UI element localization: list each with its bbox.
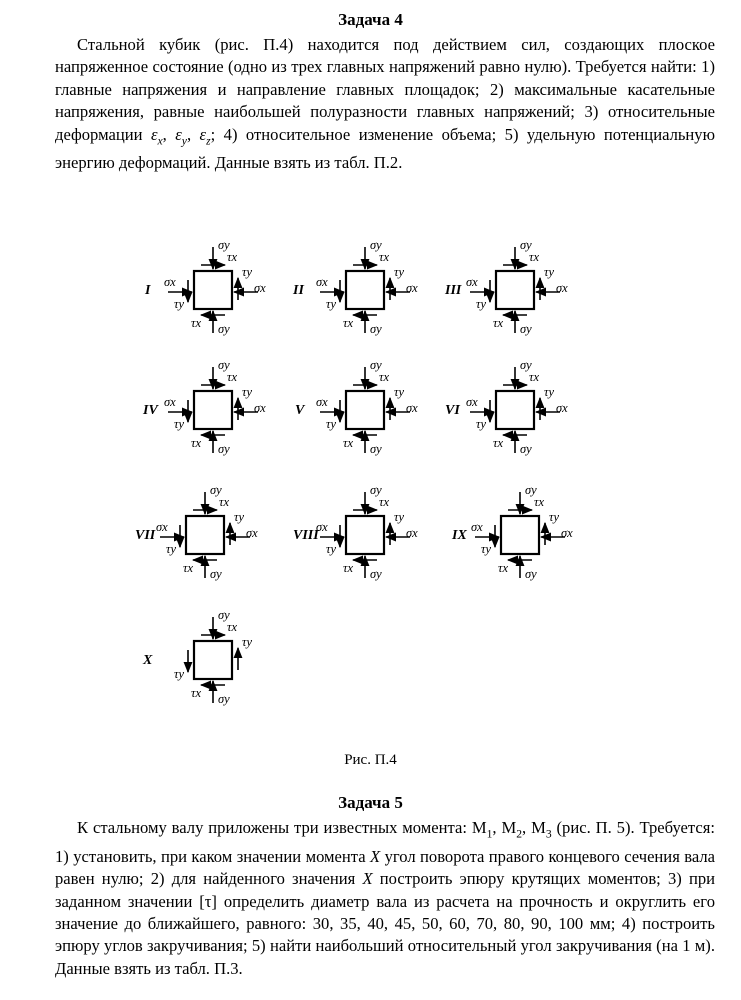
- sigma-x-label: σx: [164, 395, 176, 409]
- tau-x-label: τx: [529, 370, 540, 384]
- tau-y-label: τy: [394, 385, 405, 399]
- tau-x-label: τx: [493, 316, 504, 330]
- sigma-y-label: σy: [370, 238, 382, 252]
- task5-paragraph: К стальному валу приложены три известных момента: $M_1$, $M_2$, $M_3$ (рис. П. 5). Требуется: 1) установить, при каком значении момента X угол поворота правого концевого сечения вала равен нулю; 2) для найденного значения X построить эпюру крутящих моментов; 3) при заданном значении [τ] определить диаметр вала из расчета на прочность и округлить его значение до ближайшего, равного: 30, 35, 40, 45, 50, 60, 70, 80, 90, 100 мм; 4) построить эпюру углов закручивания; 5) найти наибольший относительный угол закручивания (на 1 м). Данные взять из табл. П.3.: [55, 818, 716, 978]
- sigma-y-label: σy: [520, 322, 532, 336]
- tau-x-label: τx: [534, 495, 545, 509]
- tau-y-label: τy: [326, 297, 337, 311]
- cube-label-roman: IV: [143, 403, 158, 418]
- cube-label-roman: V: [295, 403, 305, 418]
- sigma-y-label: σy: [370, 567, 382, 581]
- cube-label-roman: X: [143, 653, 153, 668]
- tau-y-label: τy: [242, 265, 253, 279]
- tau-x-label: τx: [227, 620, 238, 634]
- task5-title: Задача 5: [338, 793, 403, 812]
- tau-x-label: τx: [191, 436, 202, 450]
- tau-y-label: τy: [174, 417, 185, 431]
- cube-label-roman: I: [145, 283, 151, 298]
- cube-label-roman: VIII: [293, 528, 319, 543]
- cube-square: [346, 271, 384, 309]
- cube-square: [186, 516, 224, 554]
- eps-y: $\varepsilon_y$: [175, 124, 187, 147]
- task4-text-tail: ; 4) относительное изменение объема; 5) удельную потенциальную энергию деформаций. Данные взять из табл. П.2.: [55, 124, 716, 173]
- sigma-x-label: σx: [316, 275, 328, 289]
- sigma-x-label: σx: [254, 281, 266, 295]
- tau-y-label: τy: [174, 297, 185, 311]
- sigma-y-label: σy: [218, 322, 230, 336]
- tau-y-label: τy: [326, 417, 337, 431]
- sigma-x-label: σx: [471, 520, 483, 534]
- tau-x-label: τx: [227, 250, 238, 264]
- tau-y-label: τy: [166, 542, 177, 556]
- tau-x-label: τx: [343, 561, 354, 575]
- tau-y-label: τy: [544, 265, 555, 279]
- cube-diagram-9: [451, 483, 573, 581]
- tau-y-label: τy: [242, 385, 253, 399]
- sigma-x-label: σx: [156, 520, 168, 534]
- cube-diagram-8: [293, 483, 418, 581]
- sigma-x-label: σx: [466, 395, 478, 409]
- tau-x-label: τx: [529, 250, 540, 264]
- sigma-x-label: σx: [316, 395, 328, 409]
- sigma-x-label: σx: [406, 401, 418, 415]
- figure-caption: Рис. П.4: [344, 752, 397, 768]
- cube-diagram-2: [292, 238, 418, 336]
- cube-diagram-4: [142, 358, 266, 456]
- cube-square: [496, 271, 534, 309]
- cube-label-roman: II: [293, 283, 304, 298]
- tau-y-label: τy: [544, 385, 555, 399]
- sigma-y-label: σy: [218, 608, 230, 622]
- tau-y-label: τy: [394, 265, 405, 279]
- cube-label-roman: IX: [452, 528, 467, 543]
- sigma-y-label: σy: [218, 692, 230, 706]
- tau-x-label: τx: [498, 561, 509, 575]
- sigma-y-label: σy: [520, 238, 532, 252]
- cube-diagram-7: [135, 483, 258, 581]
- sigma-y-label: σy: [525, 567, 537, 581]
- task4-title: Задача 4: [338, 10, 403, 29]
- tau-y-label: τy: [242, 635, 253, 649]
- cube-diagram-10: [142, 608, 252, 706]
- tau-x-label: τx: [191, 316, 202, 330]
- cube-diagram-3: [444, 238, 568, 336]
- sigma-y-label: σy: [520, 442, 532, 456]
- sigma-y-label: σy: [370, 358, 382, 372]
- task4-text: Стальной кубик (рис. П.4) находится под действием сил, создающих плоское напряженное состояние (одно из трех главных напряжений равно нулю). Требуется найти: 1) главные напряжения и направление главных площадок; 2) максимальные касательные напряжения, равные наибольшей полуразности главных напряжений; 3) относительные деформации: [55, 35, 715, 144]
- sigma-x-label: σx: [164, 275, 176, 289]
- sigma-x-label: σx: [254, 401, 266, 415]
- sigma-y-label: σy: [210, 567, 222, 581]
- tau-x-label: τx: [379, 495, 390, 509]
- tau-x-label: τx: [219, 495, 230, 509]
- cube-diagram-6: [445, 358, 568, 456]
- cube-label-roman: III: [445, 283, 462, 298]
- sigma-y-label: σy: [210, 483, 222, 497]
- cube-square: [501, 516, 539, 554]
- sigma-x-label: σx: [316, 520, 328, 534]
- sigma-x-label: σx: [561, 526, 573, 540]
- tau-x-label: τx: [227, 370, 238, 384]
- tau-x-label: τx: [379, 370, 390, 384]
- sigma-y-label: σy: [370, 322, 382, 336]
- tau-x-label: τx: [343, 436, 354, 450]
- sigma-y-label: σy: [218, 238, 230, 252]
- cube-square: [346, 516, 384, 554]
- tau-y-label: τy: [476, 417, 487, 431]
- tau-x-label: τx: [191, 686, 202, 700]
- cube-square: [194, 641, 232, 679]
- cube-square: [194, 391, 232, 429]
- eps-z: $\varepsilon_z$: [199, 124, 211, 147]
- tau-x-label: τx: [183, 561, 194, 575]
- tau-y-label: τy: [174, 667, 185, 681]
- tau-y-label: τy: [326, 542, 337, 556]
- cube-label-roman: VII: [135, 528, 156, 543]
- tau-x-label: τx: [379, 250, 390, 264]
- tau-x-label: τx: [343, 316, 354, 330]
- sigma-x-label: σx: [466, 275, 478, 289]
- cube-square: [496, 391, 534, 429]
- sigma-y-label: σy: [370, 442, 382, 456]
- sigma-x-label: σx: [556, 401, 568, 415]
- sigma-x-label: σx: [406, 526, 418, 540]
- cube-label-roman: VI: [445, 403, 460, 418]
- sigma-y-label: σy: [218, 442, 230, 456]
- tau-y-label: τy: [476, 297, 487, 311]
- cube-diagram-5: [295, 358, 418, 456]
- sigma-y-label: σy: [525, 483, 537, 497]
- tau-x-label: τx: [493, 436, 504, 450]
- tau-y-label: τy: [394, 510, 405, 524]
- eps-x: $\varepsilon_x$: [150, 124, 163, 147]
- tau-y-label: τy: [549, 510, 560, 524]
- sigma-y-label: σy: [370, 483, 382, 497]
- task4-paragraph: Стальной кубик (рис. П.4) находится под действием сил, создающих плоское напряженное состояние (одно из трех главных напряжений равно нулю). Требуется найти: 1) главные напряжения и направление главных площадок; 2) максимальные касательные напряжения, равные наибольшей полуразности главных напряжений; 3) относительные деформации $\varepsilon_x$, $\varepsilon_y$, $\varepsilon_z$; 4) относительное изменение объема; 5) удельную потенциальную энергию деформаций. Данные взять из табл. П.2.: [55, 35, 716, 173]
- cube-diagram-1: [144, 238, 266, 336]
- sigma-y-label: σy: [520, 358, 532, 372]
- sigma-x-label: σx: [406, 281, 418, 295]
- cube-square: [346, 391, 384, 429]
- cube-square: [194, 271, 232, 309]
- sigma-x-label: σx: [556, 281, 568, 295]
- tau-y-label: τy: [481, 542, 492, 556]
- sigma-x-label: σx: [246, 526, 258, 540]
- tau-y-label: τy: [234, 510, 245, 524]
- sigma-y-label: σy: [218, 358, 230, 372]
